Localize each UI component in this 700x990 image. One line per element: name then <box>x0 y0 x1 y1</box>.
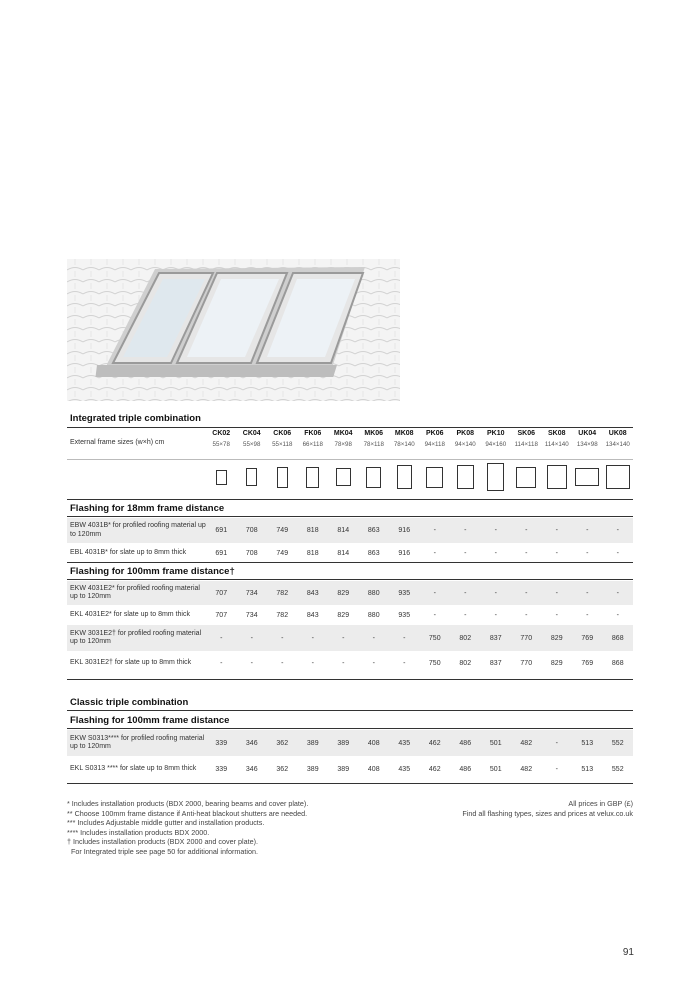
price-cell: 708 <box>237 518 268 543</box>
price-cell: 916 <box>389 518 420 543</box>
table-row <box>67 605 633 625</box>
size-dimension: 94×140 <box>454 440 476 448</box>
price-cell: 501 <box>489 765 502 773</box>
price-cell: - <box>542 518 573 543</box>
price-cell: - <box>372 660 375 667</box>
price-cell: - <box>572 581 603 605</box>
price-cell: 880 <box>367 611 380 619</box>
price-cell: - <box>328 625 359 651</box>
integrated-size-table <box>67 430 633 451</box>
price-cell: 829 <box>550 660 563 667</box>
price-cell: 435 <box>389 730 420 756</box>
price-cell: 552 <box>603 730 634 756</box>
size-code: SK06 <box>517 430 535 437</box>
price-cell: 829 <box>542 625 573 651</box>
price-cell: 389 <box>328 730 359 756</box>
price-cell: 750 <box>420 625 451 651</box>
hero-roof-window-image <box>67 259 400 401</box>
product-label: EBW 4031B* for profiled roofing material up to 120mm <box>67 518 206 543</box>
price-cell: 749 <box>276 549 289 557</box>
size-dimension: 94×160 <box>485 440 507 448</box>
price-cell: 552 <box>611 765 624 773</box>
price-cell: - <box>433 611 436 619</box>
price-cell: - <box>342 660 345 667</box>
footnotes <box>67 799 308 857</box>
size-code: CK04 <box>242 430 261 437</box>
price-cell: 818 <box>306 549 319 557</box>
price-cell: - <box>206 625 237 651</box>
price-cell: - <box>542 730 573 756</box>
product-label: EKL 4031E2* for slate up to 8mm thick <box>70 610 190 618</box>
price-cell: 691 <box>215 549 228 557</box>
table-row <box>67 518 633 543</box>
price-cell: - <box>481 581 512 605</box>
price-cell: 749 <box>267 518 298 543</box>
price-cell: 837 <box>481 625 512 651</box>
size-dimension: 114×140 <box>544 440 569 448</box>
price-cell: - <box>555 611 558 619</box>
product-label: EKW S0313**** for profiled roofing material up to 120mm <box>67 730 206 756</box>
flashing-100-table <box>67 581 633 676</box>
currency-note: All prices in GBP (£) <box>568 799 633 808</box>
price-cell: - <box>525 549 528 557</box>
size-dimension: 94×118 <box>424 440 445 448</box>
price-cell: 389 <box>298 730 329 756</box>
price-cell: 482 <box>520 765 533 773</box>
swatch-spacer <box>67 462 206 492</box>
price-cell: - <box>555 765 558 773</box>
table-row <box>67 651 633 676</box>
price-cell: - <box>511 518 542 543</box>
size-code: PK06 <box>425 430 444 437</box>
price-cell: - <box>464 549 467 557</box>
price-cell: 868 <box>603 625 634 651</box>
price-cell: 868 <box>611 660 624 667</box>
size-dimension: 78×140 <box>393 440 415 448</box>
price-cell: - <box>220 660 223 667</box>
classic-flashing-title: Flashing for 100mm frame distance <box>70 715 230 726</box>
size-header-label: External frame sizes (w×h) cm <box>70 439 165 447</box>
size-dimension: 55×78 <box>212 440 230 448</box>
window-shape-icon <box>603 462 634 492</box>
flashing-100-rule <box>67 562 633 563</box>
price-cell: 462 <box>420 730 451 756</box>
price-cell: 802 <box>459 660 472 667</box>
price-cell: 814 <box>337 549 350 557</box>
price-cell: - <box>555 549 558 557</box>
price-cell: - <box>494 611 497 619</box>
window-shape-icon <box>389 462 420 492</box>
size-code: CK06 <box>273 430 292 437</box>
price-cell: - <box>481 518 512 543</box>
price-cell: 346 <box>245 765 258 773</box>
price-cell: 408 <box>367 765 380 773</box>
price-cell: 389 <box>337 765 350 773</box>
website-note: Find all flashing types, sizes and prices at velux.co.uk <box>462 808 633 818</box>
price-cell: - <box>359 625 390 651</box>
price-cell: 782 <box>267 581 298 605</box>
product-label: EKL 3031E2† for slate up to 8mm thick <box>70 659 192 667</box>
price-cell: - <box>525 611 528 619</box>
size-dimension: 66×118 <box>302 440 323 448</box>
price-cell: - <box>389 625 420 651</box>
price-cell: 935 <box>389 581 420 605</box>
price-cell: - <box>433 549 436 557</box>
classic-rule <box>67 710 633 711</box>
product-label: EKW 4031E2* for profiled roofing material up to 120mm <box>67 581 206 605</box>
classic-flashing-rule <box>67 728 633 729</box>
price-cell: 408 <box>359 730 390 756</box>
product-label: EKL S0313 **** for slate up to 8mm thick <box>70 764 197 772</box>
product-label: EKW 3031E2† for profiled roofing material up to 120mm <box>67 625 206 651</box>
flashing-18-title-rule <box>67 516 633 517</box>
flashing-18-title: Flashing for 18mm frame distance <box>70 503 225 514</box>
page-number: 91 <box>622 947 634 958</box>
price-cell: - <box>298 625 329 651</box>
flashing-100-title-rule <box>67 579 633 580</box>
price-cell: 708 <box>245 549 258 557</box>
size-code: SK08 <box>547 430 566 437</box>
size-code: MK08 <box>394 430 414 437</box>
price-cell: 750 <box>428 660 441 667</box>
size-dimension: 78×118 <box>363 440 384 448</box>
product-label: EBL 4031B* for slate up to 8mm thick <box>70 548 187 556</box>
size-dimension: 78×98 <box>334 440 352 448</box>
size-dimension: 114×118 <box>514 440 538 448</box>
size-code: PK10 <box>486 430 505 437</box>
table-row <box>67 730 633 756</box>
price-cell: 863 <box>367 549 380 557</box>
price-cell: 843 <box>306 611 319 619</box>
price-cell: 435 <box>398 765 411 773</box>
flashing-18-table <box>67 518 633 563</box>
price-cell: - <box>267 625 298 651</box>
price-cell: - <box>403 660 406 667</box>
price-cell: 346 <box>237 730 268 756</box>
price-cell: 501 <box>481 730 512 756</box>
price-cell: 829 <box>337 611 350 619</box>
price-cell: 339 <box>206 730 237 756</box>
price-cell: 707 <box>215 611 228 619</box>
price-cell: - <box>464 611 467 619</box>
table-row <box>67 543 633 563</box>
window-shape-icon <box>481 462 512 492</box>
table-row <box>67 581 633 605</box>
classic-flashing-table <box>67 730 633 782</box>
price-cell: - <box>311 660 314 667</box>
window-shape-row <box>67 462 633 492</box>
price-cell: 691 <box>206 518 237 543</box>
price-cell: 362 <box>267 730 298 756</box>
window-shape-icon <box>328 462 359 492</box>
price-cell: - <box>616 611 619 619</box>
price-cell: - <box>572 518 603 543</box>
integrated-rule <box>67 427 633 428</box>
window-shape-icon <box>206 462 237 492</box>
price-cell: - <box>420 581 451 605</box>
price-cell: 362 <box>276 765 289 773</box>
integrated-title: Integrated triple combination <box>70 413 201 424</box>
size-code: MK06 <box>364 430 384 437</box>
price-cell: 462 <box>428 765 441 773</box>
price-cell: - <box>450 518 481 543</box>
price-cell: 829 <box>328 581 359 605</box>
price-cell: 837 <box>489 660 502 667</box>
price-cell: - <box>250 660 253 667</box>
table-row <box>67 625 633 651</box>
price-cell: 814 <box>328 518 359 543</box>
price-cell: 769 <box>581 660 594 667</box>
flashing-100-end-rule <box>67 679 633 680</box>
size-dimension: 55×98 <box>243 440 261 448</box>
price-cell: 818 <box>298 518 329 543</box>
window-shape-icon <box>237 462 268 492</box>
price-cell: 935 <box>398 611 411 619</box>
window-shape-icon <box>542 462 573 492</box>
price-cell: 769 <box>572 625 603 651</box>
classic-title: Classic triple combination <box>70 697 189 708</box>
window-shape-icon <box>572 462 603 492</box>
price-cell: 880 <box>359 581 390 605</box>
price-cell: 707 <box>206 581 237 605</box>
price-cell: 486 <box>450 730 481 756</box>
price-cell: - <box>586 611 589 619</box>
price-cell: 782 <box>276 611 289 619</box>
price-cell: 863 <box>359 518 390 543</box>
price-cell: - <box>281 660 284 667</box>
price-cell: 389 <box>306 765 319 773</box>
size-code: FK06 <box>304 430 322 437</box>
price-cell: - <box>494 549 497 557</box>
price-cell: - <box>603 518 634 543</box>
window-shape-icon <box>420 462 451 492</box>
price-cell: 843 <box>298 581 329 605</box>
size-code: PK08 <box>456 430 474 437</box>
price-cell: 482 <box>511 730 542 756</box>
price-cell: - <box>511 581 542 605</box>
price-cell: 513 <box>572 730 603 756</box>
size-code: UK08 <box>608 430 627 437</box>
window-shape-icon <box>359 462 390 492</box>
size-code: CK02 <box>212 430 231 437</box>
window-shape-icon <box>267 462 298 492</box>
price-cell: - <box>616 549 619 557</box>
price-cell: 339 <box>215 765 228 773</box>
price-cell: 513 <box>581 765 594 773</box>
price-notes <box>462 799 633 818</box>
price-cell: - <box>450 581 481 605</box>
size-dimension: 134×140 <box>605 440 630 448</box>
window-shape-icon <box>298 462 329 492</box>
price-cell: 802 <box>450 625 481 651</box>
classic-end-rule <box>67 783 633 784</box>
flashing-18-rule <box>67 499 633 500</box>
price-cell: 734 <box>245 611 258 619</box>
flashing-100-title: Flashing for 100mm frame distance† <box>70 566 235 577</box>
price-cell: 770 <box>520 660 533 667</box>
size-dimension: 55×118 <box>272 440 293 448</box>
price-cell: - <box>420 518 451 543</box>
size-code: UK04 <box>578 430 597 437</box>
footnote: **** Includes installation products BDX 2000. <box>67 827 210 837</box>
price-cell: 734 <box>237 581 268 605</box>
footnote: * Includes installation products (BDX 2000, bearing beams and cover plate). <box>67 799 309 808</box>
window-shape-icon <box>511 462 542 492</box>
footnote: † Includes installation products (BDX 2000 and cover plate). <box>67 837 258 847</box>
size-code: MK04 <box>333 430 353 437</box>
price-cell: 486 <box>459 765 472 773</box>
price-cell: - <box>542 581 573 605</box>
size-dimension: 134×98 <box>576 440 598 448</box>
window-shape-icon <box>450 462 481 492</box>
footnote: For Integrated triple see page 50 for additional information. <box>67 846 258 856</box>
price-cell: - <box>237 625 268 651</box>
footnote: ** Choose 100mm frame distance if Anti-heat blackout shutters are needed. <box>67 808 308 818</box>
price-cell: 770 <box>511 625 542 651</box>
table-row <box>67 756 633 782</box>
footnote: *** Includes Adjustable middle gutter and installation products. <box>67 818 265 828</box>
size-header-rule <box>67 459 633 460</box>
price-cell: 916 <box>398 549 411 557</box>
price-cell: - <box>586 549 589 557</box>
price-cell: - <box>603 581 634 605</box>
